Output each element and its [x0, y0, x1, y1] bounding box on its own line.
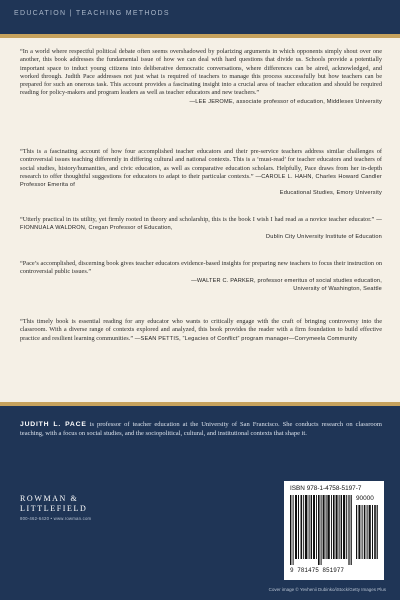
- bottom-section: [0, 406, 400, 600]
- author-name: JUDITH L. PACE: [20, 421, 87, 428]
- barcode-number: 9 781475 851977: [290, 567, 345, 574]
- quote-attribution-affiliation: University of Washington, Seattle: [293, 285, 382, 292]
- quote-text: [20, 216, 382, 233]
- endorsement-quote: [20, 260, 382, 293]
- publisher-contact: 800-462-6420 • www.rowman.com: [20, 516, 92, 521]
- quote-text: “In a world where respectful political debate often seems overshadowed by polarizing arguments in which opponents simply shout over one another, this book addresses the fundamental issue of how we can deal with hard questions that divide us. Schools provide a potentially important space to induct young citizens into deliberative democratic conversations, where differences can be aired, acknowledged, and worked through. Judith Pace addresses not just what is required of teachers to manage this process successfully but how teachers can be prepared for such an onerous task. This account provides a fascinating insight into a crucial area of teacher education and should be required reading for policy-makers and program leaders as well as teacher educators and new teachers.”: [20, 48, 382, 97]
- author-bio-text: is professor of teacher education at the University of San Francisco. She conducts research on classroom teaching, with a focus on social studies, and the sociopolitical, cultural, and institutional contexts that shape it.: [20, 421, 382, 438]
- author-bio: [20, 420, 382, 439]
- endorsement-quote: [20, 48, 382, 106]
- isbn-barcode-box: [284, 481, 384, 580]
- quote-attribution: —WALTER C. PARKER, professor emeritus of social studies education,: [191, 277, 382, 284]
- endorsement-quote: [20, 318, 382, 343]
- quote-attribution: —CAROLE L. HAHN, Charles Howard Candler Professor Emerita of: [20, 173, 382, 189]
- publisher-logo: [20, 494, 91, 521]
- quote-attribution-affiliation: Dublin City University Institute of Education: [266, 233, 382, 240]
- quote-attribution-affiliation: Educational Studies, Emory University: [279, 190, 382, 197]
- barcode-main: [290, 495, 352, 565]
- cover-image-credit: Cover image © Yevhenii Dubinko/iStock/Getty Images Plus: [268, 587, 386, 592]
- isbn-label: ISBN 978-1-4758-5197-7: [290, 485, 362, 492]
- quote-body: “This timely book is essential reading for any educator who wants to critically engage with the craft of bringing controversy into the classroom. With a diverse range of contexts explored and analyzed, this book provides the reader with a firm foundation to build effective practice and resilient learning communities.”: [20, 318, 382, 342]
- top-band: [0, 0, 400, 34]
- endorsement-quote: [20, 148, 382, 198]
- publisher-name-line1: ROWMAN &: [20, 494, 79, 503]
- endorsements-panel: [0, 38, 400, 402]
- quote-attribution: —LEE JEROME, associate professor of education, Middlesex University: [189, 98, 382, 105]
- price-code: 90000: [356, 495, 374, 502]
- quote-text: [20, 318, 382, 343]
- endorsement-quote: [20, 216, 382, 241]
- quote-text: “Pace’s accomplished, discerning book gives teacher educators evidence-based insights for preparing new teachers to focus their instruction on controversial public issues.”: [20, 260, 382, 276]
- quote-body: “Utterly practical in its utility, yet firmly rooted in theory and scholarship, this is the book I wish I had read as a novice teacher educator.”: [20, 216, 375, 223]
- quote-attribution: —SEAN PETTIS, “Legacies of Conflict” program manager—Corrymeela Community: [134, 335, 358, 342]
- quote-body: “This is a fascinating account of how four accomplished teacher educators and their pre-service teachers address similar challenges of controversial issues teaching differently in differing cultural and national contexts. This is a ‘must-read’ for teacher educators and teachers of social studies, history/humanities, and civic education, as well as comparative education scholars. Helpfully, Pace draws from her in-depth research to offer thoughtful suggestions for educators to adapt to their particular contexts.”: [20, 148, 382, 180]
- publisher-name-line2: LITTLEFIELD: [20, 504, 88, 513]
- quote-attribution: —FIONNUALA WALDRON, Cregan Professor of Education,: [20, 217, 382, 232]
- barcode-addon: [356, 505, 378, 559]
- category-label: EDUCATION | TEACHING METHODS: [14, 10, 170, 17]
- quote-text: [20, 148, 382, 189]
